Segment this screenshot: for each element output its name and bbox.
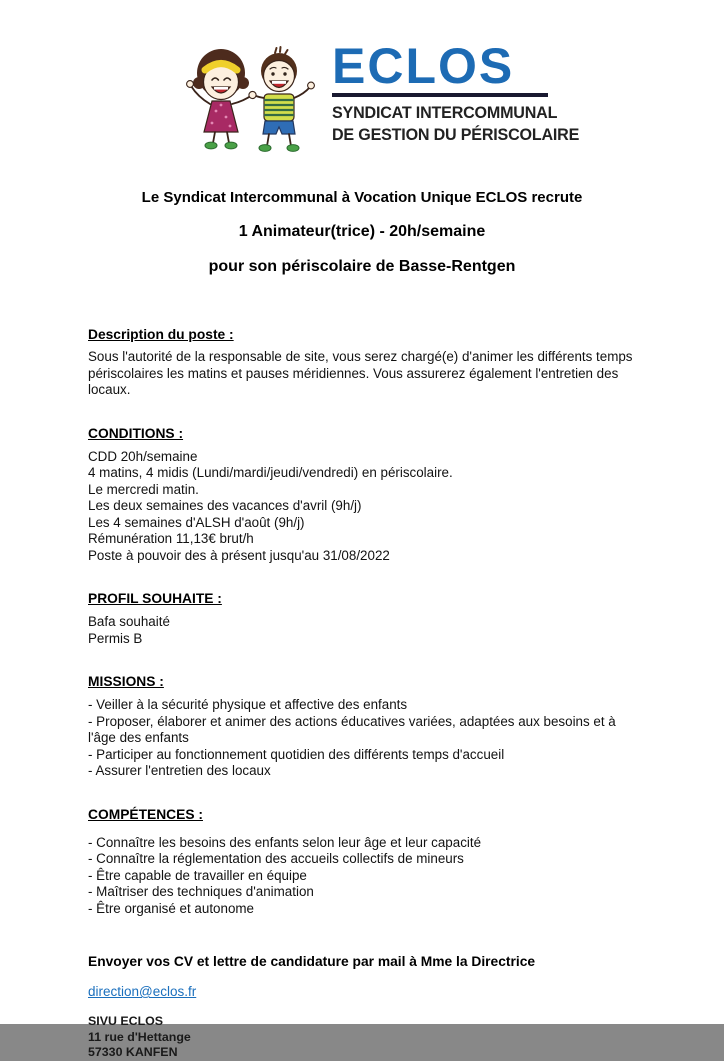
brand-wordmark: ECLOS xyxy=(332,38,515,94)
competences-list xyxy=(88,835,644,918)
condition-line: 4 matins, 4 midis (Lundi/mardi/jeudi/vendredi) en périscolaire. xyxy=(88,465,453,480)
condition-line: Poste à pouvoir des à présent jusqu'au 31/08/2022 xyxy=(88,547,390,563)
document-body xyxy=(88,327,644,1061)
address-line-street: 11 rue d'Hettange xyxy=(88,1029,191,1044)
mission-item: - Assurer l'entretien des locaux xyxy=(88,763,271,778)
boy-figure xyxy=(249,47,315,151)
conditions-list xyxy=(88,449,644,565)
address-line-org: SIVU ECLOS xyxy=(88,1014,164,1028)
condition-line: CDD 20h/semaine xyxy=(88,448,198,464)
address-line-city: 57330 KANFEN xyxy=(88,1045,178,1059)
section-heading-profil: PROFIL SOUHAITE : xyxy=(88,591,222,606)
profil-list xyxy=(88,614,644,647)
condition-line: Le mercredi matin. xyxy=(88,481,199,497)
title-line-1: Le Syndicat Intercommunal à Vocation Unique ECLOS recrute xyxy=(141,189,583,206)
section-heading-conditions: CONDITIONS : xyxy=(88,425,184,441)
children-illustration-icon xyxy=(176,33,324,151)
competence-item: - Connaître la réglementation des accueils collectifs de mineurs xyxy=(88,851,464,866)
competence-item: - Maîtriser des techniques d'animation xyxy=(88,884,314,899)
email-link[interactable]: direction@eclos.fr xyxy=(88,984,197,999)
competence-item: - Connaître les besoins des enfants selon leur âge et leur capacité xyxy=(88,834,482,850)
logo-text-block xyxy=(332,38,580,145)
profil-line: Bafa souhaité xyxy=(88,614,170,629)
competence-item: - Être capable de travailler en équipe xyxy=(88,867,307,883)
condition-line: Les 4 semaines d'ALSH d'août (9h/j) xyxy=(88,514,305,530)
title-block xyxy=(0,189,724,276)
girl-figure xyxy=(187,49,252,149)
competence-item: - Être organisé et autonome xyxy=(88,900,254,916)
profil-line: Permis B xyxy=(88,630,143,646)
mission-item: - Participer au fonctionnement quotidien des différents temps d'accueil xyxy=(88,746,505,762)
description-paragraph: Sous l'autorité de la responsable de site, vous serez chargé(e) d'animer les différents temps périscolaires les matins et pauses méridiennes. Vous assurerez également l'entretien des locaux. xyxy=(88,349,633,397)
apply-instruction: Envoyer vos CV et lettre de candidature par mail à Mme la Directrice xyxy=(88,954,536,969)
condition-line: Les deux semaines des vacances d'avril (9h/j) xyxy=(88,498,362,513)
logo-subtitle-line2: DE GESTION DU PÉRISCOLAIRE xyxy=(332,124,580,144)
logo-block xyxy=(0,0,724,151)
missions-list xyxy=(88,697,644,780)
section-heading-description: Description du poste : xyxy=(88,327,234,342)
title-line-3: pour son périscolaire de Basse-Rentgen xyxy=(208,258,516,275)
mission-item: - Proposer, élaborer et animer des actions éducatives variées, adaptées aux besoins et à l'âge des enfants xyxy=(88,713,616,745)
address-block xyxy=(88,1014,644,1061)
mission-item: - Veiller à la sécurité physique et affective des enfants xyxy=(88,697,408,712)
condition-line: Rémunération 11,13€ brut/h xyxy=(88,531,254,546)
logo-subtitle-line1: SYNDICAT INTERCOMMUNAL xyxy=(332,103,558,122)
section-heading-missions: MISSIONS : xyxy=(88,674,164,689)
title-line-2: 1 Animateur(trice) - 20h/semaine xyxy=(238,223,486,240)
section-heading-competences: COMPÉTENCES : xyxy=(88,806,203,822)
